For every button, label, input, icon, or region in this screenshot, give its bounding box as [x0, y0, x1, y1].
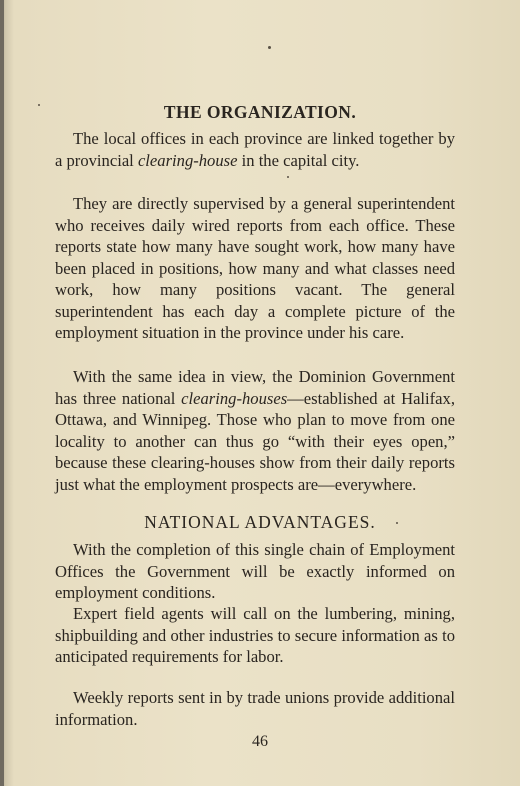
- paper-speck: [38, 104, 40, 106]
- paragraph-text: The local offices in each province are linked together by a provincial: [55, 129, 455, 170]
- paragraph-trade-unions: Weekly reports sent in by trade unions provide additional information.: [55, 688, 455, 729]
- paper-speck: [287, 176, 289, 178]
- paragraph-national-clearing-houses: [55, 366, 455, 495]
- subheading-national-advantages: NATIONAL ADVANTAGES.: [144, 512, 376, 532]
- emphasis-text: clearing-house: [137, 150, 238, 170]
- paragraph-text: in the capital city.: [237, 150, 360, 170]
- paragraph-text: —established at Halifax, Ottawa, and Winnipeg. Those who plan to move from one locality to another can thus go “with their eyes open,” because these clearing-houses show from their daily reports just what the employment prospects are—everywhere.: [55, 388, 455, 494]
- paragraph-field-agents: Expert field agents will call on the lumbering, mining, shipbuilding and other industries to secure information as to anticipated requirements for labor.: [55, 604, 455, 666]
- page-number: 46: [252, 733, 268, 750]
- paper-speck: [396, 522, 398, 524]
- paper-speck: [268, 46, 271, 49]
- paragraph-superintendent: They are directly supervised by a general superintendent who receives daily wired reports from each office. These reports state how many have sought work, how many have been placed in positions, how many and what classes need work, how many positions vacant. The general superintendent has each day a complete picture of the employment situation in the province under his care.: [55, 194, 455, 342]
- paragraph-chain-of-offices: With the completion of this single chain of Employment Offices the Government will be exactly informed on employment conditions.: [55, 540, 455, 602]
- paragraph-text: With the same idea in view, the Dominion Government has three national: [55, 367, 455, 408]
- section-heading: THE ORGANIZATION.: [163, 102, 357, 122]
- emphasis-text: clearing-houses: [181, 388, 288, 408]
- paragraph-provincial-clearing-house: [55, 128, 455, 171]
